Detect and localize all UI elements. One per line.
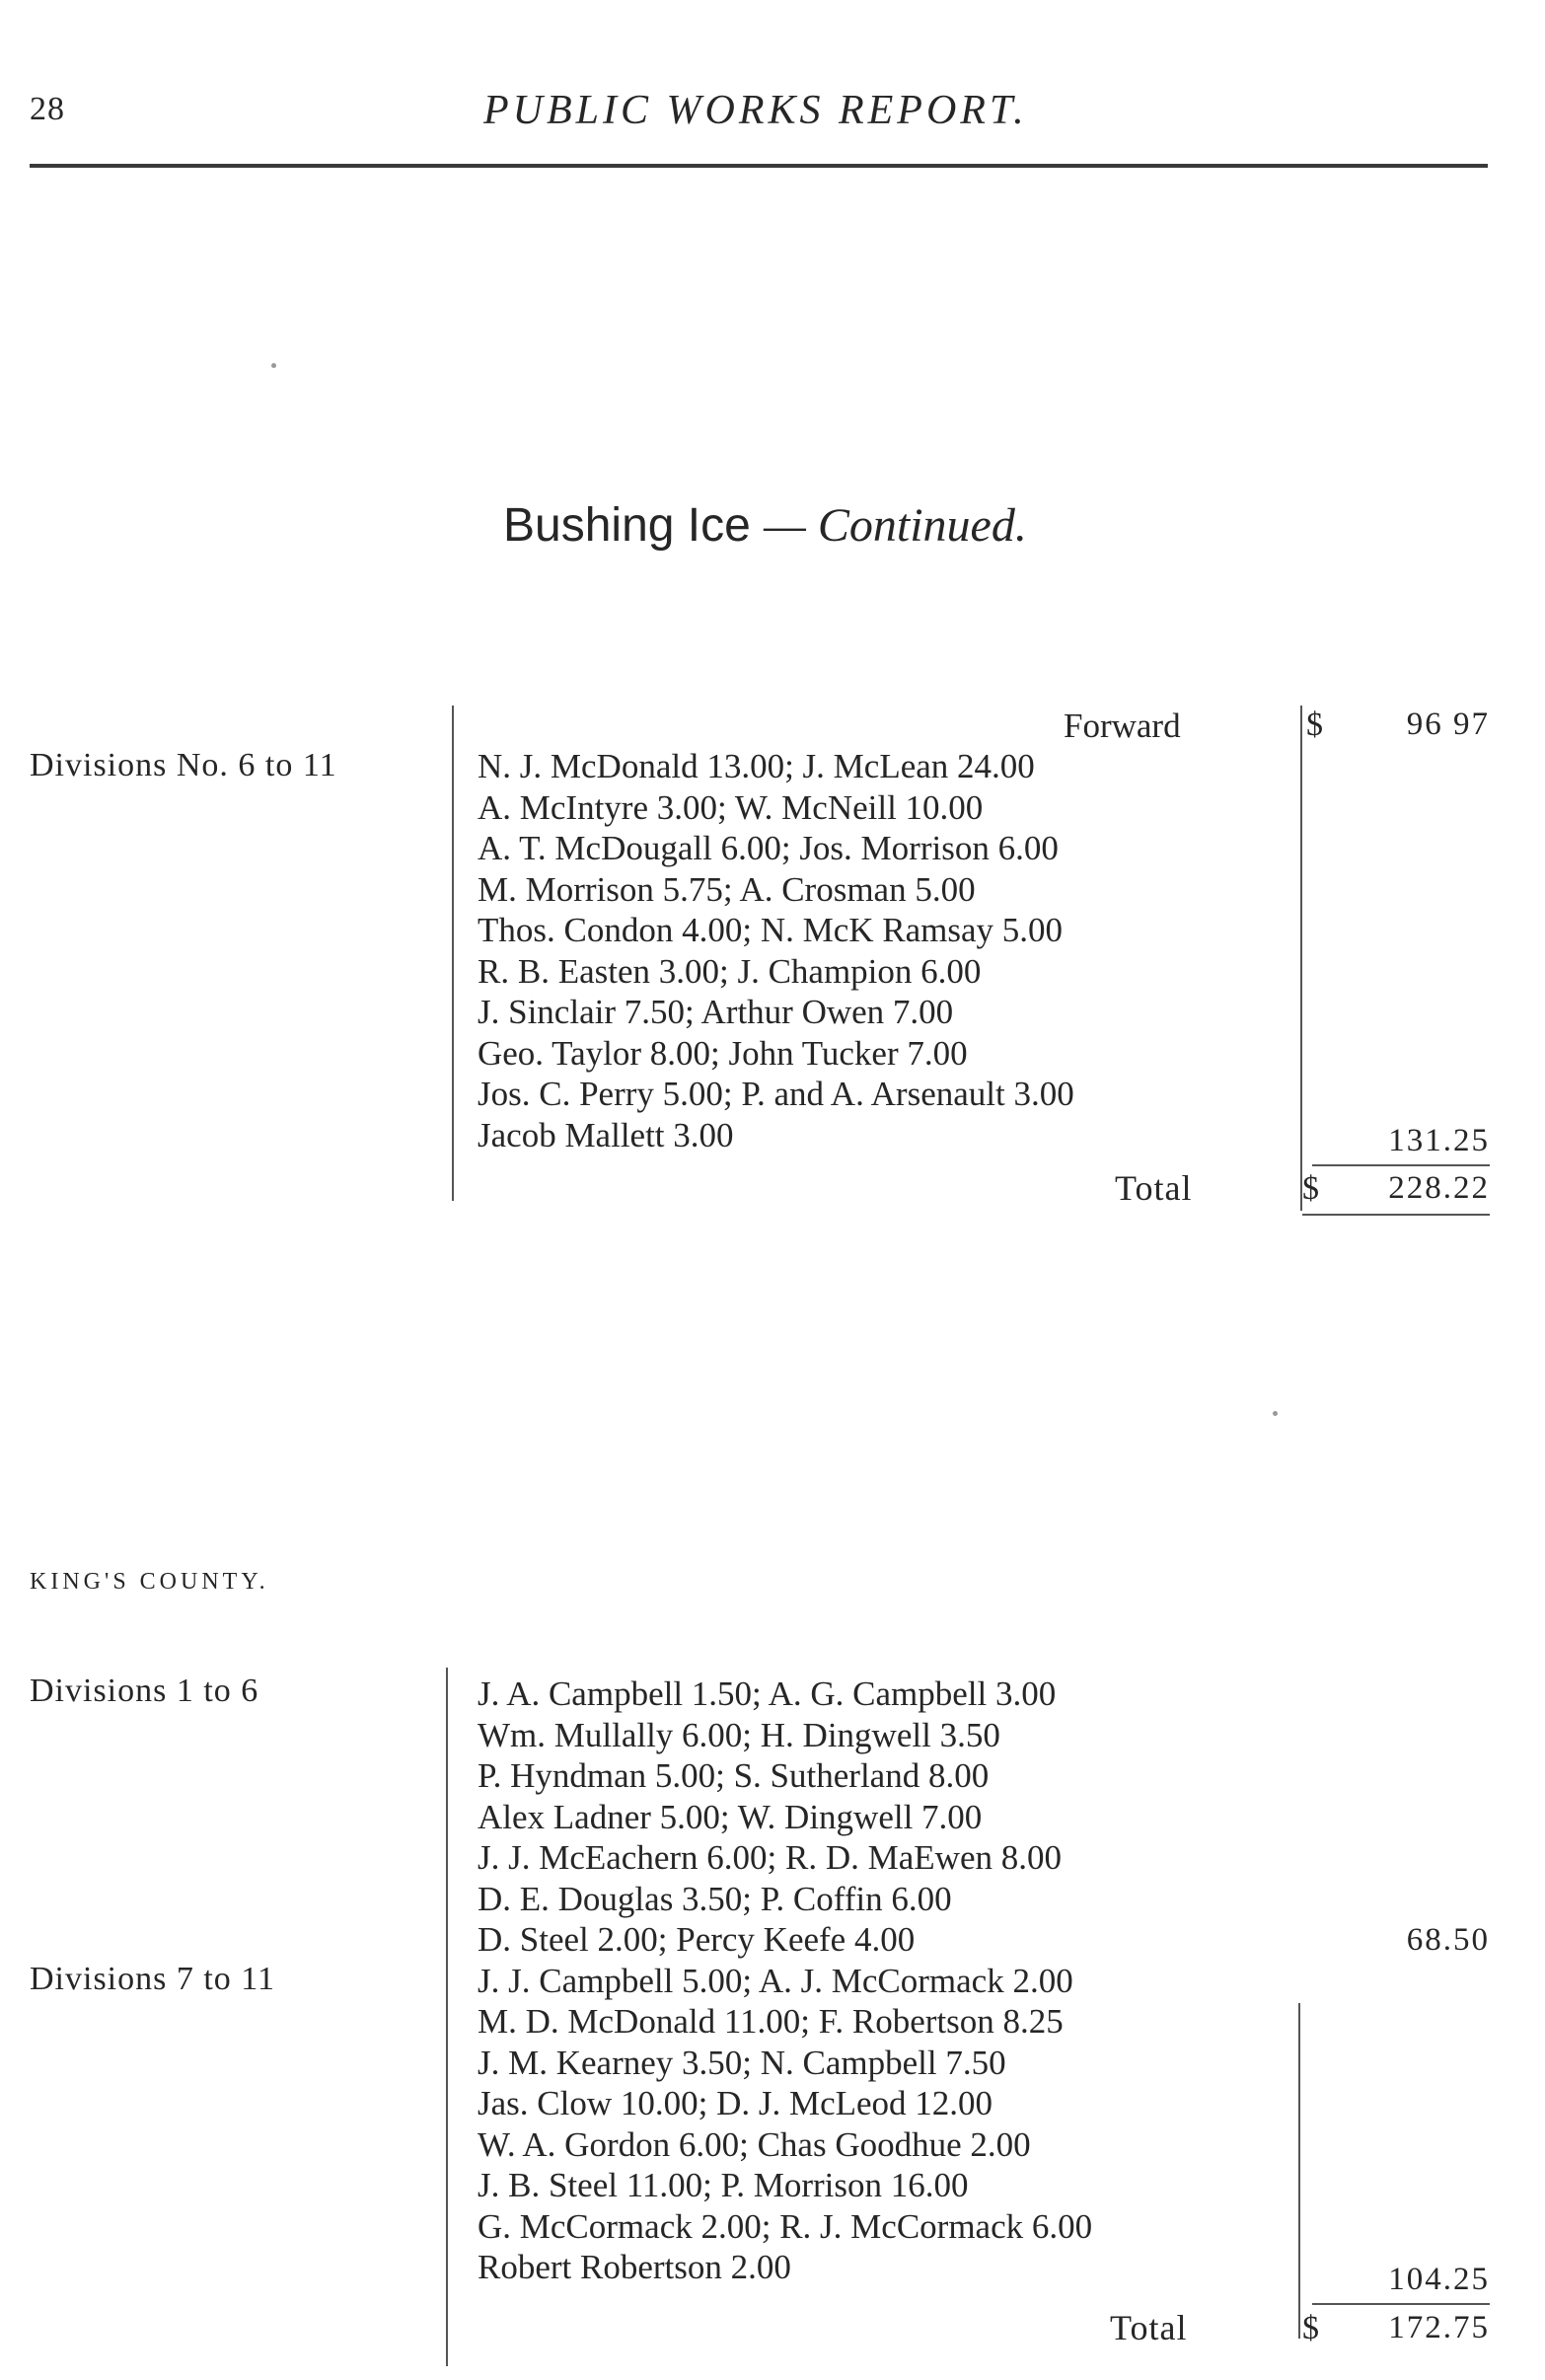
entry-line: Jos. C. Perry 5.00; P. and A. Arsenault 3.00 bbox=[478, 1075, 1074, 1113]
entry-line: W. A. Gordon 6.00; Chas Goodhue 2.00 bbox=[478, 2124, 1031, 2164]
division-label: Divisions 1 to 6 bbox=[30, 1673, 259, 1709]
total-label: Total bbox=[1115, 1168, 1193, 1208]
total-dollar: $ bbox=[1302, 1170, 1319, 1207]
forward-dollar: $ bbox=[1306, 707, 1323, 743]
amount-column-rule bbox=[1300, 706, 1302, 1211]
division-label: Divisions No. 6 to 11 bbox=[30, 747, 337, 783]
total-rule bbox=[1302, 1214, 1490, 1216]
entry-line: R. B. Easten 3.00; J. Champion 6.00 bbox=[478, 951, 982, 991]
entry-line: P. Hyndman 5.00; S. Sutherland 8.00 bbox=[478, 1756, 990, 1795]
print-speck bbox=[1273, 1411, 1278, 1416]
subtotal-rule bbox=[1312, 2303, 1490, 2305]
entry-line: D. Steel 2.00; Percy Keefe 4.00 bbox=[478, 1920, 916, 1959]
entry-line: Thos. Condon 4.00; N. McK Ramsay 5.00 bbox=[478, 911, 1064, 949]
entry-line: D. E. Douglas 3.50; P. Coffin 6.00 bbox=[478, 1879, 952, 1918]
total-amount: 172.75 bbox=[1388, 2310, 1490, 2345]
division-label: Divisions 7 to 11 bbox=[30, 1961, 276, 1997]
page-number: 28 bbox=[30, 91, 65, 127]
entry-line: A. McIntyre 3.00; W. McNeill 10.00 bbox=[478, 787, 984, 827]
entry-line: N. J. McDonald 13.00; J. McLean 24.00 bbox=[478, 747, 1035, 785]
entry-line: J. J. Campbell 5.00; A. J. McCormack 2.00 bbox=[478, 1961, 1073, 2000]
entry-line: Geo. Taylor 8.00; John Tucker 7.00 bbox=[478, 1033, 968, 1073]
subtotal-amount: 104.25 bbox=[1388, 2262, 1490, 2297]
total-label: Total bbox=[1110, 2308, 1188, 2347]
entry-line: Alex Ladner 5.00; W. Dingwell 7.00 bbox=[478, 1797, 983, 1836]
section-title bbox=[503, 498, 1027, 553]
subtotal-rule bbox=[1312, 1164, 1490, 1166]
entry-line: J. J. McEachern 6.00; R. D. MaEwen 8.00 bbox=[478, 1838, 1062, 1877]
entry-line: Jacob Mallett 3.00 bbox=[478, 1115, 734, 1154]
entry-line: J. B. Steel 11.00; P. Morrison 16.00 bbox=[478, 2166, 969, 2204]
entry-line: J. A. Campbell 1.50; A. G. Campbell 3.00 bbox=[478, 1674, 1057, 1713]
entry-line: Robert Robertson 2.00 bbox=[478, 2248, 791, 2286]
running-title: PUBLIC WORKS REPORT. bbox=[483, 88, 1028, 133]
entry-line: Jas. Clow 10.00; D. J. McLeod 12.00 bbox=[478, 2084, 993, 2122]
subtotal-amount: 131.25 bbox=[1388, 1123, 1490, 1158]
entry-line: J. Sinclair 7.50; Arthur Owen 7.00 bbox=[478, 993, 954, 1031]
entry-line: A. T. McDougall 6.00; Jos. Morrison 6.00 bbox=[478, 829, 1059, 867]
entry-line: J. M. Kearney 3.50; N. Campbell 7.50 bbox=[478, 2043, 1006, 2082]
print-speck bbox=[271, 363, 276, 368]
subtotal-amount: 68.50 bbox=[1406, 1922, 1490, 1958]
amount-column-rule bbox=[1298, 2003, 1300, 2339]
entry-line: M. D. McDonald 11.00; F. Robertson 8.25 bbox=[478, 2002, 1064, 2041]
column-rule bbox=[446, 1668, 448, 2366]
header-rule bbox=[30, 164, 1488, 168]
entry-line: G. McCormack 2.00; R. J. McCormack 6.00 bbox=[478, 2206, 1093, 2246]
section-title-text: Bushing Ice bbox=[503, 499, 751, 552]
continued-label: — Continued. bbox=[764, 499, 1027, 552]
column-rule bbox=[452, 706, 454, 1201]
county-heading: KING'S COUNTY. bbox=[30, 1569, 269, 1595]
forward-label: Forward bbox=[1064, 707, 1181, 745]
entry-line: Wm. Mullally 6.00; H. Dingwell 3.50 bbox=[478, 1715, 1000, 1754]
entry-line: M. Morrison 5.75; A. Crosman 5.00 bbox=[478, 869, 976, 909]
forward-amount: 96 97 bbox=[1406, 707, 1490, 742]
total-amount: 228.22 bbox=[1388, 1170, 1490, 1206]
total-dollar: $ bbox=[1302, 2310, 1319, 2346]
